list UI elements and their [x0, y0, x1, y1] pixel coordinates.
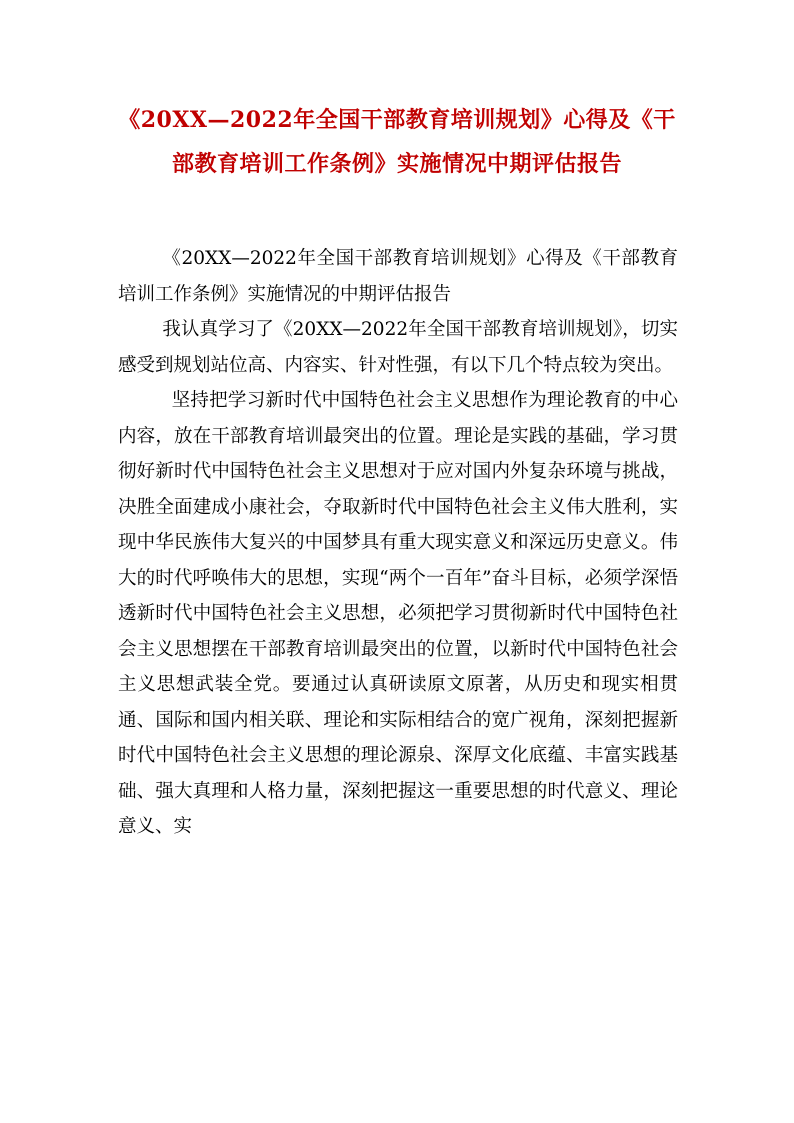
paragraph-subtitle: 《20XX—2022年全国干部教育培训规划》心得及《干部教育培训工作条例》实施情况的中期评估报告: [118, 248, 678, 305]
paragraph-main: 坚持把学习新时代中国特色社会主义思想作为理论教育的中心内容，放在干部教育培训最突出的位置。理论是实践的基础，学习贯彻好新时代中国特色社会主义思想对于应对国内外复杂环境与挑战，决胜全面建成小康社会，夺取新时代中国特色社会主义伟大胜利，实现中华民族伟大复兴的中国梦具有重大现实意义和深远历史意义。伟大的时代呼唤伟大的思想，实现“两个一百年”奋斗目标，必须学深悟透新时代中国特色社会主义思想，必须把学习贯彻新时代中国特色社会主义思想摆在干部教育培训最突出的位置，以新时代中国特色社会主义思想武装全党。要通过认真研读原文原著，从历史和现实相贯通、国际和国内相关联、理论和实际相结合的宽广视角，深刻把握新时代中国特色社会主义思想的理论源泉、深厚文化底蕴、丰富实践基础、强大真理和人格力量，深刻把握这一重要思想的时代意义、理论意义、实: [118, 390, 678, 837]
document-body: [118, 241, 678, 845]
document-title: 《20XX—2022年全国干部教育培训规划》心得及《干部教育培训工作条例》实施情况中期评估报告: [118, 107, 676, 177]
paragraph-intro: 我认真学习了《20XX—2022年全国干部教育培训规划》，切实感受到规划站位高、内容实、针对性强，有以下几个特点较为突出。: [118, 319, 678, 376]
